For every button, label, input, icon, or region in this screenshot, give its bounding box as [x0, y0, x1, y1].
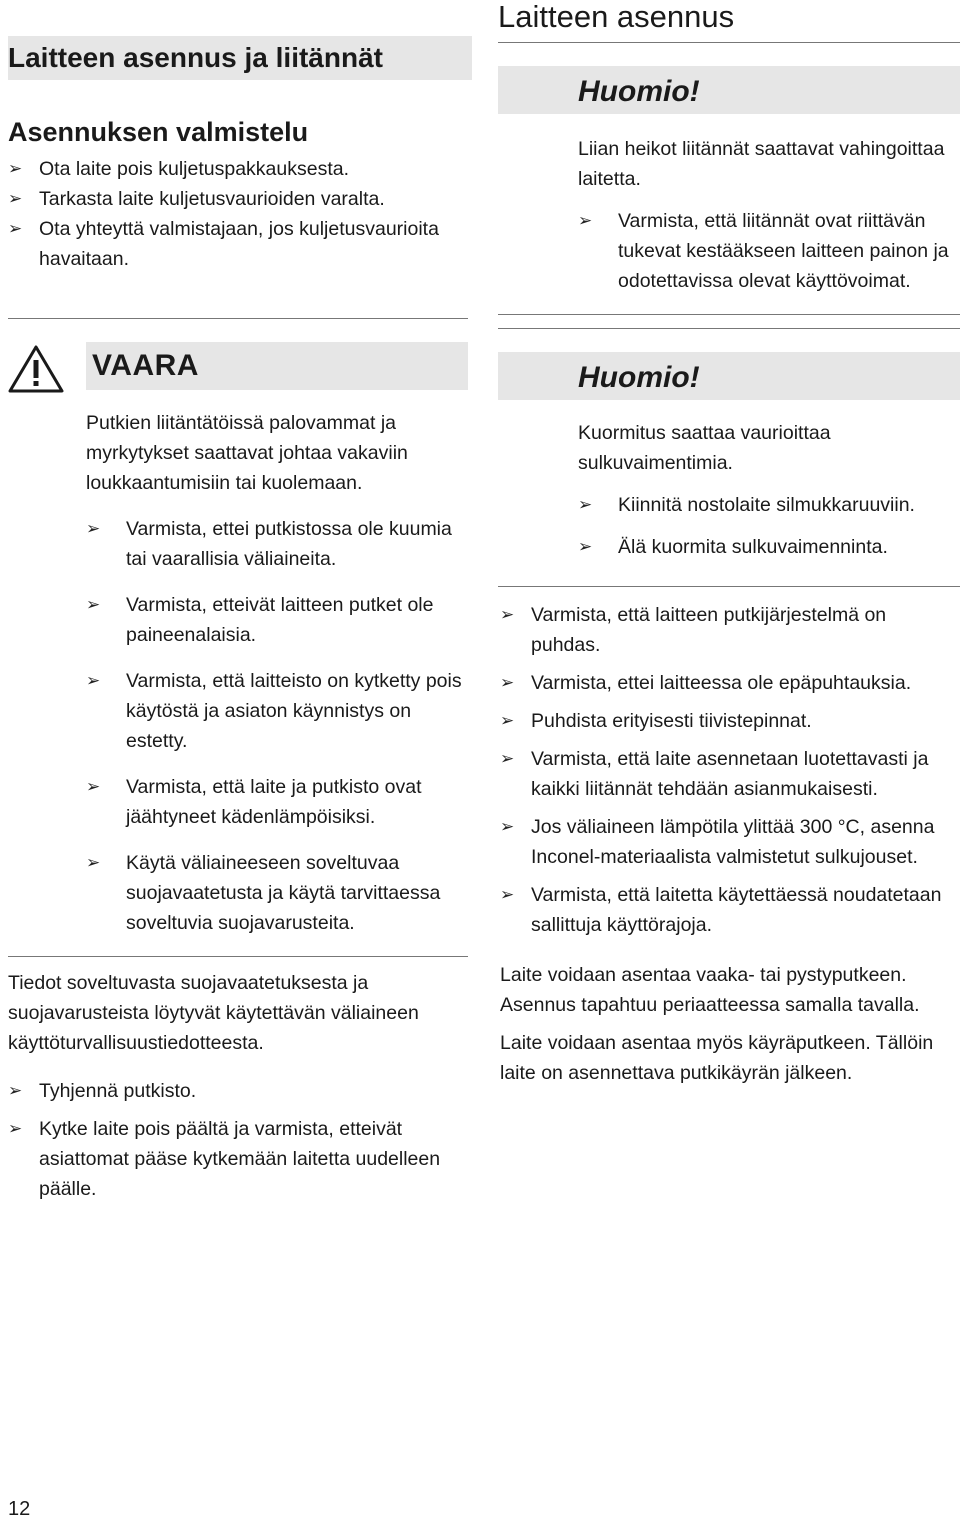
- arrow-bullet-icon: ➢: [500, 885, 515, 904]
- section-title: Laitteen asennus ja liitännät: [8, 36, 472, 80]
- arrow-bullet-icon: ➢: [500, 605, 515, 624]
- list-item: ➢ Varmista, ettei putkistossa ole kuumia tai vaarallisia väliaineita.: [86, 514, 476, 574]
- right-title: Laitteen asennus: [498, 0, 735, 34]
- left-column: [8, 36, 472, 274]
- note1-text: Liian heikot liitännät saattavat vahingoittaa laitetta.: [578, 138, 945, 190]
- divider: [8, 956, 468, 957]
- list-item: ➢ Varmista, että laitteen putkijärjestelmä on puhdas.: [500, 600, 958, 660]
- list-item: ➢ Kytke laite pois päältä ja varmista, etteivät asiattomat pääse kytkemään laitetta uudelleen päälle.: [8, 1114, 470, 1204]
- paragraph-orientation: Laite voidaan asentaa vaaka- tai pystyputkeen. Asennus tapahtuu periaatteessa samalla tavalla.: [500, 964, 920, 1016]
- final-list: [8, 1076, 470, 1204]
- list-item: ➢ Varmista, että laitteisto on kytketty pois käytöstä ja asiaton käynnistys on estetty.: [86, 666, 476, 756]
- arrow-bullet-icon: ➢: [500, 711, 515, 730]
- arrow-bullet-icon: ➢: [8, 159, 23, 178]
- list-item: ➢ Käytä väliaineeseen soveltuvaa suojavaatetusta ja käytä tarvittaessa soveltuvia suojavarusteita.: [86, 848, 476, 938]
- danger-label: VAARA: [86, 342, 468, 390]
- arrow-bullet-icon: ➢: [578, 495, 593, 514]
- list-item: ➢ Varmista, ettei laitteessa ole epäpuhtauksia.: [500, 668, 958, 698]
- arrow-bullet-icon: ➢: [86, 519, 101, 538]
- note2-body: [578, 418, 960, 562]
- list-item: ➢ Kiinnitä nostolaite silmukkaruuviin.: [578, 490, 960, 520]
- arrow-bullet-icon: ➢: [8, 1119, 23, 1138]
- arrow-bullet-icon: ➢: [8, 219, 23, 238]
- list-item: ➢ Varmista, että liitännät ovat riittävän tukevat kestääkseen laitteen painon ja odotettavissa olevat käyttövoimat.: [578, 206, 960, 296]
- divider: [498, 586, 960, 587]
- info-text: Tiedot soveltuvasta suojavaatetuksesta ja suojavarusteista löytyvät käytettävän väliaineen käyttöturvallisuustiedotteesta.: [8, 972, 419, 1054]
- arrow-bullet-icon: ➢: [578, 537, 593, 556]
- note1-list: [578, 206, 960, 296]
- list-item: ➢ Ota yhteyttä valmistajaan, jos kuljetusvaurioita havaitaan.: [8, 214, 472, 274]
- list-item: ➢ Ota laite pois kuljetuspakkauksesta.: [8, 154, 472, 184]
- note2-text: Kuormitus saattaa vaurioittaa sulkuvaimentimia.: [578, 422, 831, 474]
- note1-label: Huomio!: [578, 75, 700, 108]
- arrow-bullet-icon: ➢: [86, 777, 101, 796]
- list-item: ➢ Tyhjennä putkisto.: [8, 1076, 470, 1106]
- list-item: ➢ Varmista, että laitetta käytettäessä noudatetaan sallittuja käyttörajoja.: [500, 880, 958, 940]
- list-item: ➢ Jos väliaineen lämpötila ylittää 300 °C, asenna Inconel-materiaalista valmistetut sulkujouset.: [500, 812, 958, 872]
- list-item: ➢ Puhdista erityisesti tiivistepinnat.: [500, 706, 958, 736]
- divider: [498, 328, 960, 329]
- right-column: [498, 0, 960, 1100]
- arrow-bullet-icon: ➢: [8, 189, 23, 208]
- arrow-bullet-icon: ➢: [86, 671, 101, 690]
- note2-label: Huomio!: [578, 361, 700, 394]
- danger-body: [86, 408, 476, 938]
- divider: [498, 42, 960, 43]
- note1-body: [578, 134, 960, 296]
- arrow-bullet-icon: ➢: [500, 817, 515, 836]
- note1-header: [498, 66, 960, 114]
- danger-list: [86, 514, 476, 938]
- note2-list: [578, 490, 960, 562]
- arrow-bullet-icon: ➢: [86, 853, 101, 872]
- right-lower: [500, 600, 958, 1088]
- list-item: ➢ Varmista, että laite ja putkisto ovat jäähtyneet kädenlämpöisiksi.: [86, 772, 476, 832]
- page-number: 12: [8, 1498, 31, 1520]
- subheading-preparation: Asennuksen valmistelu: [8, 117, 309, 147]
- danger-text: Putkien liitäntätöissä palovammat ja myrkytykset saattavat johtaa vakaviin loukkaantumisiin tai kuolemaan.: [86, 412, 408, 494]
- divider: [498, 314, 960, 315]
- note2-header: [498, 352, 960, 400]
- list-item: ➢ Älä kuormita sulkuvaimenninta.: [578, 532, 960, 562]
- paragraph-bend: Laite voidaan asentaa myös käyräputkeen. Tällöin laite on asennettava putkikäyrän jälkeen.: [500, 1032, 934, 1084]
- check-list: [500, 600, 958, 940]
- warning-triangle-icon: [8, 344, 64, 394]
- prep-list: [8, 154, 472, 274]
- left-lower: [8, 968, 470, 1204]
- list-item: ➢ Varmista, etteivät laitteen putket ole paineenalaisia.: [86, 590, 476, 650]
- arrow-bullet-icon: ➢: [8, 1081, 23, 1100]
- list-item: ➢ Tarkasta laite kuljetusvaurioiden varalta.: [8, 184, 472, 214]
- arrow-bullet-icon: ➢: [500, 673, 515, 692]
- arrow-bullet-icon: ➢: [578, 211, 593, 230]
- list-item: ➢ Varmista, että laite asennetaan luotettavasti ja kaikki liitännät tehdään asianmukaisesti.: [500, 744, 958, 804]
- arrow-bullet-icon: ➢: [86, 595, 101, 614]
- divider: [8, 318, 468, 319]
- arrow-bullet-icon: ➢: [500, 749, 515, 768]
